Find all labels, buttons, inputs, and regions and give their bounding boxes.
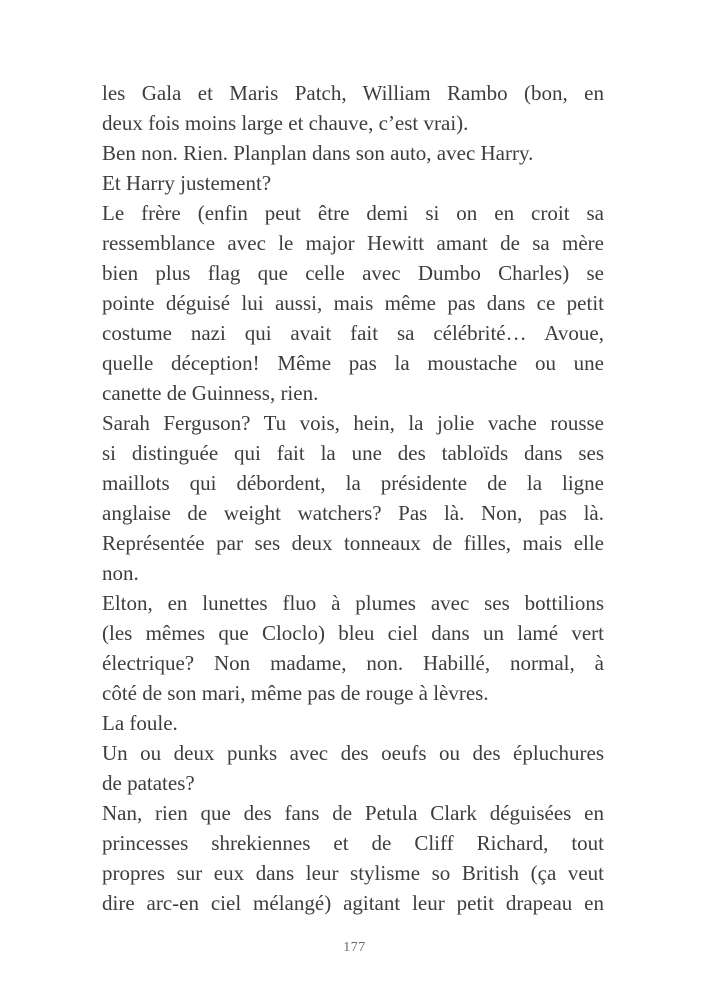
paragraph <box>102 78 604 138</box>
text-line: pointe déguisé lui aussi, mais même pas dans ce petit <box>102 291 604 315</box>
text-line: Le frère (enfin peut être demi si on en croit sa <box>102 201 604 225</box>
paragraph <box>102 408 604 588</box>
text-line: costume nazi qui avait fait sa célébrité… Avoue, <box>102 321 604 345</box>
paragraph <box>102 708 604 738</box>
page-footer <box>0 938 709 956</box>
text-line: deux fois moins large et chauve, c’est vrai). <box>102 111 469 135</box>
paragraph <box>102 738 604 798</box>
text-line: si distinguée qui fait la une des tabloïds dans ses <box>102 441 604 465</box>
text-line: bien plus flag que celle avec Dumbo Charles) se <box>102 261 604 285</box>
text-line: dire arc-en ciel mélangé) agitant leur petit drapeau en <box>102 891 604 915</box>
text-line: Nan, rien que des fans de Petula Clark déguisées en <box>102 801 604 825</box>
text-line: (les mêmes que Cloclo) bleu ciel dans un lamé vert <box>102 621 604 645</box>
text-line: ressemblance avec le major Hewitt amant de sa mère <box>102 231 604 255</box>
text-line: maillots qui débordent, la présidente de la ligne <box>102 471 604 495</box>
text-line: La foule. <box>102 711 178 735</box>
text-line: non. <box>102 561 139 585</box>
text-line: quelle déception! Même pas la moustache ou une <box>102 351 604 375</box>
paragraph <box>102 198 604 408</box>
text-line: Représentée par ses deux tonneaux de filles, mais elle <box>102 531 604 555</box>
paragraph <box>102 588 604 708</box>
text-line: anglaise de weight watchers? Pas là. Non, pas là. <box>102 501 604 525</box>
text-line: Ben non. Rien. Planplan dans son auto, avec Harry. <box>102 141 534 165</box>
paragraph <box>102 798 604 918</box>
text-line: côté de son mari, même pas de rouge à lèvres. <box>102 681 489 705</box>
page-number: 177 <box>343 940 366 955</box>
body-text <box>102 78 604 918</box>
text-line: Et Harry justement? <box>102 171 272 195</box>
text-line: princesses shrekiennes et de Cliff Richard, tout <box>102 831 604 855</box>
text-line: Sarah Ferguson? Tu vois, hein, la jolie vache rousse <box>102 411 604 435</box>
text-line: électrique? Non madame, non. Habillé, normal, à <box>102 651 604 675</box>
paragraph <box>102 138 604 168</box>
paragraph <box>102 168 604 198</box>
text-line: Un ou deux punks avec des oeufs ou des épluchures <box>102 741 604 765</box>
text-line: propres sur eux dans leur stylisme so British (ça veut <box>102 861 604 885</box>
text-line: de patates? <box>102 771 195 795</box>
text-line: les Gala et Maris Patch, William Rambo (bon, en <box>102 81 604 105</box>
text-line: canette de Guinness, rien. <box>102 381 319 405</box>
text-line: Elton, en lunettes fluo à plumes avec ses bottilions <box>102 591 604 615</box>
